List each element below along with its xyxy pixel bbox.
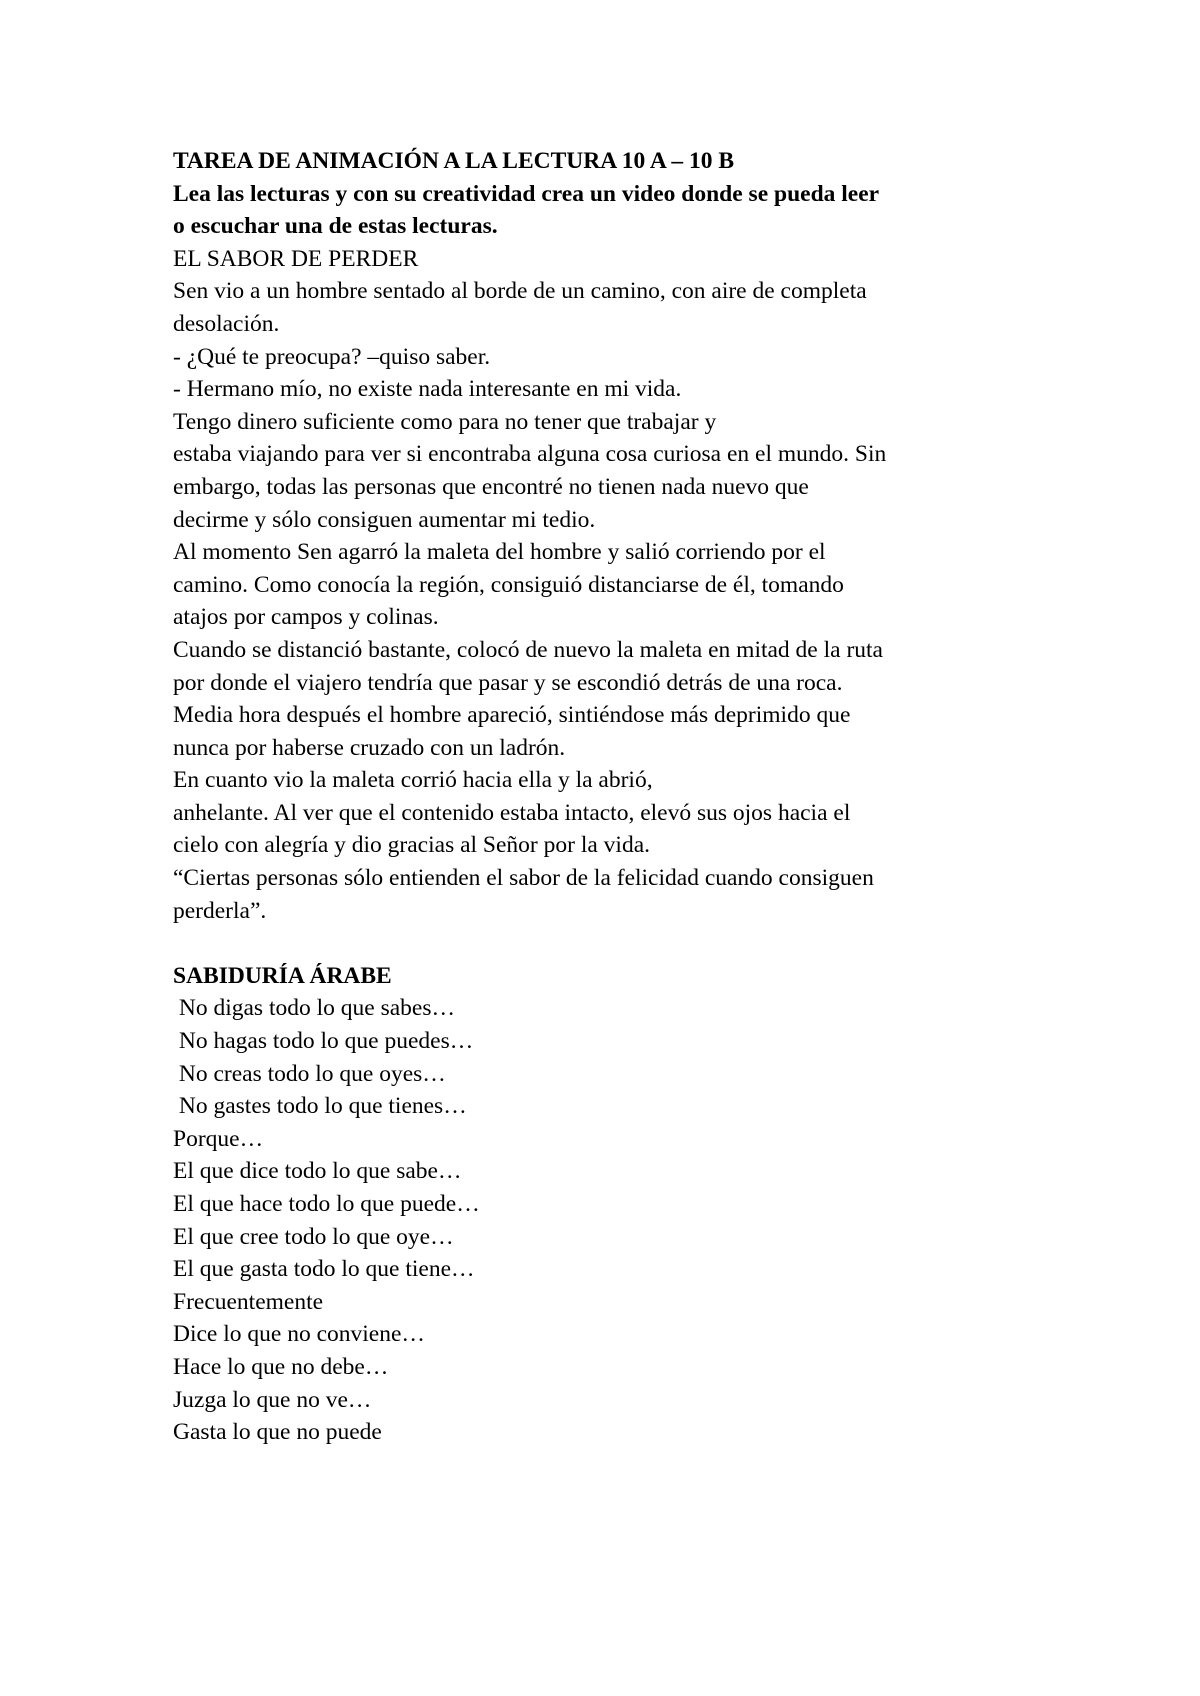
- instruction-line: Lea las lecturas y con su creatividad crea un video donde se pueda leer: [173, 180, 880, 207]
- story-line: - Hermano mío, no existe nada interesante en mi vida.: [173, 376, 682, 403]
- verse-line: El que cree todo lo que oye…: [173, 1223, 454, 1250]
- story-line: Media hora después el hombre apareció, sintiéndose más deprimido que: [173, 702, 851, 729]
- instruction-line: o escuchar una de estas lecturas.: [173, 213, 498, 240]
- verse-line: No gastes todo lo que tienes…: [173, 1093, 467, 1120]
- story-line: Tengo dinero suficiente como para no tener que trabajar y: [173, 408, 717, 435]
- verse-line: Frecuentemente: [173, 1288, 324, 1315]
- document-body: [173, 145, 1073, 1449]
- verse-line: Gasta lo que no puede: [173, 1419, 382, 1446]
- verse-line: No hagas todo lo que puedes…: [173, 1028, 474, 1055]
- story-line: perderla”.: [173, 897, 267, 924]
- section-title: SABIDURÍA ÁRABE: [173, 962, 392, 989]
- verse-line: Hace lo que no debe…: [173, 1353, 389, 1380]
- section-body: [173, 992, 1073, 1448]
- verse-line: El que gasta todo lo que tiene…: [173, 1256, 475, 1283]
- story-line: Sen vio a un hombre sentado al borde de un camino, con aire de completa: [173, 278, 867, 305]
- story-line: embargo, todas las personas que encontré no tienen nada nuevo que: [173, 473, 809, 500]
- story-line: por donde el viajero tendría que pasar y se escondió detrás de una roca.: [173, 669, 843, 696]
- story-line: cielo con alegría y dio gracias al Señor por la vida.: [173, 832, 650, 859]
- story-line: atajos por campos y colinas.: [173, 604, 439, 631]
- story-line: desolación.: [173, 310, 280, 337]
- story-line: “Ciertas personas sólo entienden el sabor de la felicidad cuando consiguen: [173, 865, 874, 892]
- story-line: anhelante. Al ver que el contenido estaba intacto, elevó sus ojos hacia el: [173, 799, 851, 826]
- story-line: nunca por haberse cruzado con un ladrón.: [173, 734, 566, 761]
- story-line: decirme y sólo consiguen aumentar mi tedio.: [173, 506, 596, 533]
- verse-line: No creas todo lo que oyes…: [173, 1060, 446, 1087]
- verse-line: Porque…: [173, 1125, 264, 1152]
- story-title: EL SABOR DE PERDER: [173, 245, 419, 272]
- verse-line: Dice lo que no conviene…: [173, 1321, 425, 1348]
- verse-line: No digas todo lo que sabes…: [173, 995, 455, 1022]
- story-line: - ¿Qué te preocupa? –quiso saber.: [173, 343, 491, 370]
- story-line: camino. Como conocía la región, consiguió distanciarse de él, tomando: [173, 571, 844, 598]
- verse-line: El que dice todo lo que sabe…: [173, 1158, 462, 1185]
- paragraph-spacer: [173, 927, 1073, 960]
- story-line: Al momento Sen agarró la maleta del hombre y salió corriendo por el: [173, 539, 826, 566]
- story-line: estaba viajando para ver si encontraba alguna cosa curiosa en el mundo. Sin: [173, 441, 887, 468]
- verse-line: El que hace todo lo que puede…: [173, 1191, 480, 1217]
- story-line: Cuando se distanció bastante, colocó de nuevo la maleta en mitad de la ruta: [173, 636, 883, 663]
- document-title: TAREA DE ANIMACIÓN A LA LECTURA 10 A – 10 B: [173, 148, 735, 174]
- story-body: [173, 275, 1073, 927]
- story-line: En cuanto vio la maleta corrió hacia ella y la abrió,: [173, 767, 653, 794]
- verse-line: Juzga lo que no ve…: [173, 1386, 372, 1413]
